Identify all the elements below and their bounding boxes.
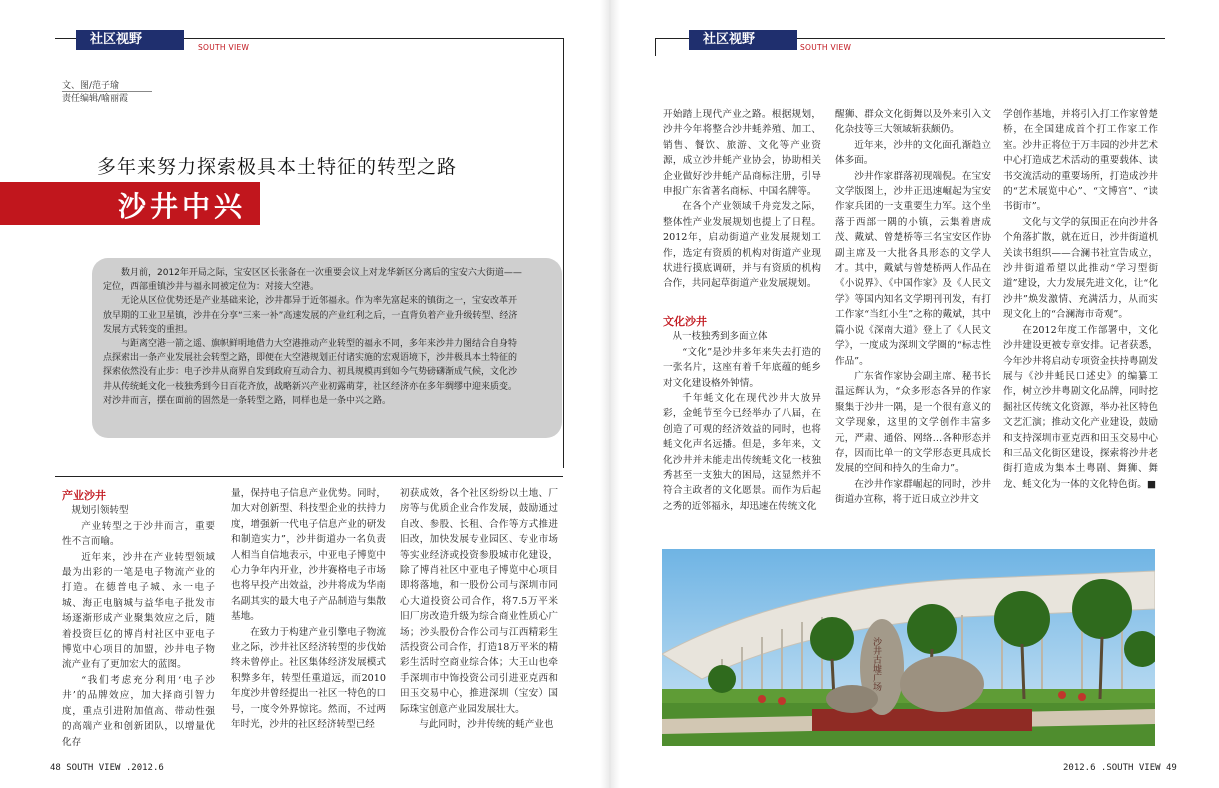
body-paragraph: “我们考虑充分利用‘电子沙井’的品牌效应，加大择商引智力度，重点引进附加值高、带动性强的高端产业和创新团队，以增量优化存 [62,674,215,748]
magazine-name: SOUTH VIEW [198,43,250,52]
right-folio: 2012.6 .SOUTH VIEW 49 [1063,763,1177,773]
body-paragraph: 在致力于构建产业引擎电子物流业之际，沙井社区经济转型的步伐始终未曾停止。社区集体经济发展模式积弊多年，转型任重道远，而2010年度沙井曾经提出一社区一特色的口号，一度令外界惊诧。然而，不过两年时光，沙井的社区经济转型已经 [231,626,386,731]
magazine-name: SOUTH VIEW [800,43,852,52]
article-title: 沙井中兴 [118,190,247,223]
body-paragraph: 近年来，沙井在产业转型领域最为出彩的一笔是电子物流产业的打造。在德普电子城、永一电子城、海正电脑城与益华电子批发市场逐渐形成产业聚集效应之后，随着投资巨亿的博肖村社区中亚电子博览中心项目的加盟，沙井电子物流产业有了更加宏大的蓝图。 [62,551,215,671]
body-paragraph: 近年来，沙井的文化面孔渐趋立体多面。 [835,139,991,167]
left-page [0,0,600,788]
credit-divider [62,91,152,92]
column-right-3 [1003,107,1158,492]
page-gutter [600,0,620,788]
body-paragraph: 在沙井作家群崛起的同时，沙井街道办宣称，将于近日成立沙井文 [835,478,991,506]
editor-credit: 责任编辑/喻丽霞 [62,94,129,104]
lead-paragraph: 无论从区位优势还是产业基础来论，沙井都异于近邻福永。作为率先富起来的镇街之一，宝安改革开放早期的工业卫星镇，沙井在分享“三来一补”高速发展的产业红利之后，一直背负着产业升级转型、经济发展方式转变的重担。 [103,296,518,335]
column-right-1 [663,107,821,514]
section-tab: 社区视野 [689,30,797,50]
body-paragraph: 醒狮、群众文化街舞以及外来引入文化杂技等三大领域斩获颇仍。 [835,109,991,136]
left-folio: 48 SOUTH VIEW .2012.6 [50,763,164,773]
header-rule-vertical [563,38,564,468]
lead-paragraph: 与距离空港一箭之遥、旗帜鲜明地借力大空港推动产业转型的福永不同，多年来沙井力图结合自身特点探索出一条产业发展社会转型之路，即便在大空港规划正付诸实施的宏观语境下，沙井极具本土特征的探索依然没有止步：电子沙井从商界自发到政府互动合力、初具规模再到如今气势磅礴渐成气候，文化沙井从传统蚝文化一枝独秀到今日百花齐放，战略新兴产业初露萌芽，社区经济亦在多年绸缪中迎来质变。对沙井而言，摆在面前的固然是一条转型之路，同样也是一条中兴之路。 [103,339,518,406]
author-credit: 文、图/范子瑜 [62,81,120,91]
body-paragraph: 初获成效，各个社区纷纷以土地、厂房等与优质企业合作发展，鼓励通过自改、参股、长租、合作等方式推进旧改，加快发展专业园区、专业市场等实业经济或投资参股城市化建设，除了博肖社区中亚电子博览中心项目即将落地，和一股份公司与深圳市同心大道投资公司合作，将7.5万平米旧厂房改造升级为综合商业性质心广场；沙头股份合作公司与江西精彩生活投资公司合作，打造18万平米的精彩生活时空商业综合体；大王山也牵手深圳市中饰投资公司引进亚克西和田玉交易中心，推进深圳（宝安）国际珠宝创意产业园发展壮大。 [400,488,558,715]
body-rule [55,476,563,477]
body-paragraph: 学创作基地，并将引入打工作家曾楚桥，在全国建成首个打工作家工作室。沙井正将位于万丰园的沙井艺术中心打造成艺术活动的重要载体、读书交流活动的重要场所，打造成沙井的“艺术展览中心”、“文博宫”、“读书街市”。 [1003,109,1158,213]
column-left-3 [400,486,558,733]
section-heading: 产业沙井 [62,489,106,502]
section-subheading: 规划引领转型 [71,505,129,517]
section-subheading: 从一枝独秀到多面立体 [672,331,768,343]
square-photo [662,549,1155,746]
body-paragraph: 广东省作家协会副主席、秘书长温远辉认为，“众多形态各异的作家聚集于沙井一隅，是一个很有意义的文学现象，这里的文学创作丰富多元，严肃、通俗、网络…各种形态并存，因而比单一的文学形态更具成长发展的空间和持久的生命力”。 [835,370,991,475]
body-paragraph: 开始踏上现代产业之路。根据规划，沙井今年将整合沙井蚝养殖、加工、销售、餐饮、旅游、文化等产业资源，成立沙井蚝产业协会，协助相关企业做好沙井蚝产品商标注册，引导申报广东省著名商标、中国名牌等。 [663,109,821,198]
header-rule-left [655,38,656,56]
body-paragraph: 沙井作家群落初现端倪。在宝安文学版图上，沙井正迅速崛起为宝安作家兵团的一支重要生力军。这个坐落于西部一隅的小镇，云集着唐成茂、戴斌、曾楚桥等三名宝安区作协副主席及一大批各具形态的文学人才。其中，戴斌与曾楚桥两人作品在《小说界》、《中国作家》及《人民文学》等国内知名文学期刊刊发，有打工作家“当红小生”之称的戴斌，其中篇小说《深南大道》登上了《人民文学》，一度成为深圳文学圈的“标志性作品”。 [835,170,991,367]
column-left-2 [231,486,386,733]
section-tab: 社区视野 [76,30,184,50]
lead-paragraph: 数月前，2012年开局之际，宝安区区长张备在一次重要会议上对龙华新区分离后的宝安六大街道——定位，西部重镇沙井与福永同被定位为：对接大空港。 [103,268,522,293]
lead-paragraphs [103,266,523,408]
body-paragraph: 文化与文学的氛围正在向沙井各个角落扩散，就在近日，沙井街道机关读书组织——合澜书社宣告成立，沙井街道希望以此推动“学习型街道”建设，大力发展先进文化，让“化沙井”焕发激情、充满活力，从而实现文化上的“合澜海市奇观”。 [1003,216,1158,321]
body-paragraph: “文化”是沙井多年来失去打造的一张名片，这座有着千年底蕴的蚝乡对文化建设格外钟情。 [663,346,821,389]
body-paragraph: 在2012年度工作部署中，文化沙井建设更被专章安排。记者获悉，今年沙井将启动专项资金扶持粤剧发展与《沙井蚝民口述史》的编纂工作，树立沙井粤剧文化品牌，同时挖掘社区传统文化资源，举办社区特色文艺汇演；推动文化产业建设，鼓励和支持深圳市亚克西和田玉交易中心和三品文化街区建设，探索将沙井老街打造成为集本土粤剧、舞狮、舞龙、蚝文化为一体的文化特色街。■ [1003,324,1158,490]
section-heading: 文化沙井 [663,314,707,328]
body-paragraph: 产业转型之于沙井而言，重要性不言而喻。 [62,520,215,548]
article-subtitle: 多年来努力探索极具本土特征的转型之路 [97,156,458,178]
column-left-1 [62,486,215,750]
body-paragraph: 量，保持电子信息产业优势。同时，加大对创新型、科技型企业的扶持力度，增强新一代电子信息产业的研发和制造实力”，沙井街道办一名负责人相当自信地表示，中亚电子博览中心力争年内开业，沙井赛格电子市场也将早投产出效益，沙井将成为华南名副其实的最大电子产品制造与集散基地。 [231,488,386,623]
body-paragraph: 与此同时，沙井传统的蚝产业也 [419,719,554,731]
body-paragraph: 千年蚝文化在现代沙井大放异彩，金蚝节至今已经举办了八届，在创造了可观的经济效益的同时，也将蚝文化声名远播。但是，多年来，文化沙井并未能走出传统蚝文化一枝独秀甚至一支独大的困局，这显然并不符合主政者的文化愿景。而作为后起之秀的近邻福永，却迅速在传统文化 [663,392,821,512]
stone-inscription: 沙井古墟广场 [871,637,881,691]
body-paragraph: 在各个产业领域千舟竞发之际，整体性产业发展规划也提上了日程。2012年，启动街道产业发展规划工作，选定有资质的机构对街道产业现状进行摸底调研，并与有资质的机构合作，共同起草街道产业发展规划。 [663,201,821,290]
column-right-2 [835,107,991,508]
